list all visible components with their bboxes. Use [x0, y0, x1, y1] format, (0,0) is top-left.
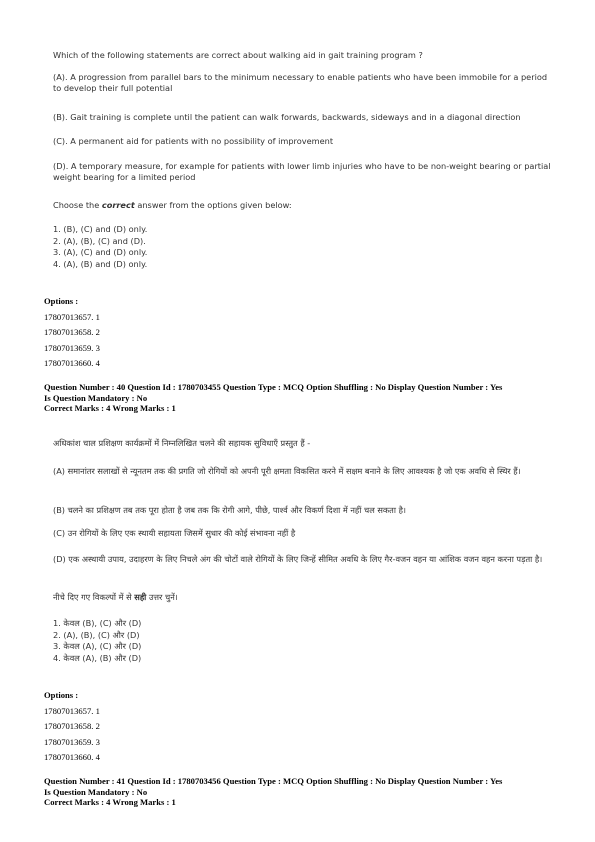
choose-suffix: answer from the options given below: [134, 200, 292, 210]
q39-statement-a: (A). A progression from parallel bars to the minimum necessary to enable patients who have been immobile for a period to develop their full potential [53, 72, 548, 93]
q39-statement-d: (D). A temporary measure, for example for patients with lower limb injuries who have to be non-weight bearing or partial weight bearing for a limited period [53, 161, 551, 182]
choice-item: 3. केवल (A), (C) और (D) [53, 641, 142, 651]
q40-statement-a: (A) समानांतर सलाखों से न्यूनतम तक की प्रगति जो रोगियों को अपनी पूरी क्षमता विकसित करने में सक्षम बनाने के लिए आवश्यक है जो एक अवधि से स्थिर हैं। [53, 466, 521, 476]
choice-item: 2. (A), (B), (C) और (D) [53, 629, 140, 640]
q39-options [44, 296, 100, 374]
choice-item: 1. (B), (C) and (D) only. [53, 224, 148, 234]
option-item: 17807013660. 4 [44, 358, 100, 368]
q39-choices [53, 224, 553, 270]
options-label: Options : [44, 690, 79, 700]
option-item: 17807013660. 4 [44, 752, 100, 762]
q39-statement-b: (B). Gait training is complete until the patient can walk forwards, backwards, sideways and in a diagonal direction [53, 112, 521, 122]
choice-item: 2. (A), (B), (C) and (D). [53, 235, 146, 246]
option-item: 17807013658. 2 [44, 327, 100, 337]
q40-statement-b: (B) चलने का प्रशिक्षण तब तक पूरा होता है जब तक कि रोगी आगे, पीछे, पार्श्व और विकर्ण दिशा में नहीं चल सकता है। [53, 505, 407, 515]
choice-item: 4. (A), (B) and (D) only. [53, 258, 148, 269]
choose-suffix: उत्तर चुनें। [146, 592, 178, 602]
option-item: 17807013658. 2 [44, 721, 100, 731]
meta-line: Correct Marks : 4 Wrong Marks : 1 [44, 797, 176, 807]
q39-statement-c: (C). A permanent aid for patients with no possibility of improvement [53, 136, 334, 146]
q40-options [44, 690, 100, 768]
option-item: 17807013657. 1 [44, 705, 100, 716]
q40-question: अधिकांश चाल प्रशिक्षण कार्यक्रमों में निम्नलिखित चलने की सहायक सुविधाएँ प्रस्तुत हैं - [53, 438, 311, 448]
choice-item: 3. (A), (C) and (D) only. [53, 247, 148, 257]
q41-meta [44, 776, 564, 808]
choose-prefix: नीचे दिए गए विकल्पों में से [53, 592, 135, 602]
choose-emphasis: correct [101, 200, 135, 210]
choose-prefix: Choose the [53, 200, 102, 210]
choose-emphasis: सही [134, 592, 147, 602]
option-item: 17807013657. 1 [44, 311, 100, 322]
meta-line: Is Question Mandatory : No [44, 786, 148, 797]
meta-line: Is Question Mandatory : No [44, 392, 148, 403]
q40-statement-c: (C) उन रोगियों के लिए एक स्थायी सहायता जिसमें सुधार की कोई संभावना नहीं है [53, 528, 296, 538]
meta-line: Question Number : 41 Question Id : 1780703456 Question Type : MCQ Option Shuffling : No Display Question Number : Yes [44, 776, 503, 786]
options-label: Options : [44, 296, 79, 306]
meta-line: Correct Marks : 4 Wrong Marks : 1 [44, 403, 176, 413]
option-item: 17807013659. 3 [44, 736, 100, 747]
q40-statement-d: (D) एक अस्थायी उपाय, उदाहरण के लिए निचले अंग की चोटों वाले रोगियों के लिए जिन्हें सीमित अवधि के लिए गैर-वजन वहन या आंशिक वजन वहन करना पड़ता है। [53, 554, 543, 564]
choice-item: 4. केवल (A), (B) और (D) [53, 652, 142, 663]
meta-line: Question Number : 40 Question Id : 1780703455 Question Type : MCQ Option Shuffling : No Display Question Number : Yes [44, 382, 503, 392]
choice-item: 1. केवल (B), (C) और (D) [53, 618, 142, 628]
q40-choices [53, 618, 553, 664]
option-item: 17807013659. 3 [44, 342, 100, 353]
q40-choose-instruction [53, 592, 553, 603]
q40-meta [44, 382, 564, 414]
q39-question: Which of the following statements are correct about walking aid in gait training program ? [53, 50, 423, 60]
q39-choose-instruction [53, 200, 553, 211]
